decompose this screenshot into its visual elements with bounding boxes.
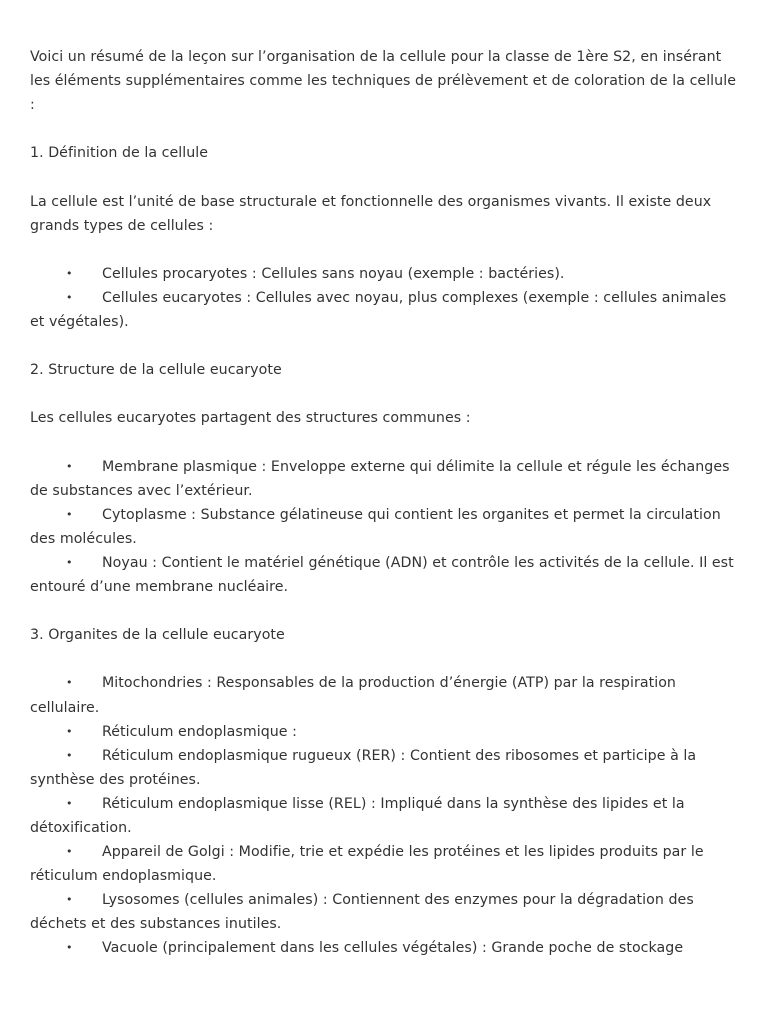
bullet-icon: • — [66, 724, 73, 738]
list-item — [30, 744, 742, 792]
bullet-icon: • — [66, 507, 73, 521]
list-item-text: Réticulum endoplasmique lisse (REL) : Impliqué dans la synthèse des lipides et la détoxification. — [30, 795, 685, 836]
bullet-icon: • — [66, 555, 73, 569]
list-item-text: Mitochondries : Responsables de la production d’énergie (ATP) par la respiration cellulaire. — [30, 675, 676, 716]
section-1-list — [30, 262, 742, 334]
bullet-icon: • — [66, 459, 73, 473]
list-item-text: Membrane plasmique : Enveloppe externe qui délimite la cellule et régule les échanges de substances avec l’extérieur. — [30, 458, 730, 499]
list-item-text: Vacuole (principalement dans les cellules végétales) : Grande poche de stockage — [102, 940, 684, 957]
bullet-icon: • — [66, 290, 73, 304]
bullet-icon: • — [66, 266, 73, 280]
list-item — [30, 720, 742, 744]
list-item-text: Appareil de Golgi : Modifie, trie et expédie les protéines et les lipides produits par le réticulum endoplasmique. — [30, 844, 704, 885]
bullet-icon: • — [66, 893, 73, 907]
list-item — [30, 503, 742, 551]
section-1-paragraph: La cellule est l’unité de base structurale et fonctionnelle des organismes vivants. Il existe deux grands types de cellules : — [30, 193, 712, 234]
section-1-heading: 1. Définition de la cellule — [30, 145, 209, 162]
bullet-icon: • — [66, 796, 73, 810]
section-3-list — [30, 671, 742, 960]
intro-paragraph: Voici un résumé de la leçon sur l’organisation de la cellule pour la classe de 1ère S2, en insérant les éléments supplémentaires comme les techniques de prélèvement et de coloration de la cellule : — [30, 49, 736, 114]
list-item — [30, 262, 742, 286]
bullet-icon: • — [66, 748, 73, 762]
list-item — [30, 792, 742, 840]
section-2-heading: 2. Structure de la cellule eucaryote — [30, 362, 282, 379]
section-2-paragraph: Les cellules eucaryotes partagent des structures communes : — [30, 410, 471, 427]
list-item — [30, 936, 742, 960]
list-item-text: Réticulum endoplasmique : — [102, 723, 297, 740]
list-item-text: Noyau : Contient le matériel génétique (ADN) et contrôle les activités de la cellule. Il est entouré d’une membrane nucléaire. — [30, 554, 734, 596]
list-item — [30, 840, 742, 888]
section-2-list — [30, 455, 742, 600]
list-item-text: Cellules procaryotes : Cellules sans noyau (exemple : bactéries). — [102, 265, 565, 282]
section-3-heading: 3. Organites de la cellule eucaryote — [30, 627, 285, 644]
list-item — [30, 551, 742, 599]
list-item-text: Cellules eucaryotes : Cellules avec noyau, plus complexes (exemple : cellules animales et végétales). — [30, 289, 727, 331]
list-item — [30, 671, 742, 719]
list-item-text: Lysosomes (cellules animales) : Contiennent des enzymes pour la dégradation des déchets et des substances inutiles. — [30, 892, 694, 933]
list-item — [30, 286, 742, 334]
list-item-text: Réticulum endoplasmique rugueux (RER) : Contient des ribosomes et participe à la synthèse des protéines. — [30, 747, 697, 788]
bullet-icon: • — [66, 941, 73, 955]
list-item — [30, 888, 742, 936]
bullet-icon: • — [66, 845, 73, 859]
list-item — [30, 455, 742, 503]
document-body — [30, 45, 742, 985]
bullet-icon: • — [66, 676, 73, 690]
list-item-text: Cytoplasme : Substance gélatineuse qui contient les organites et permet la circulation des molécules. — [30, 506, 721, 547]
